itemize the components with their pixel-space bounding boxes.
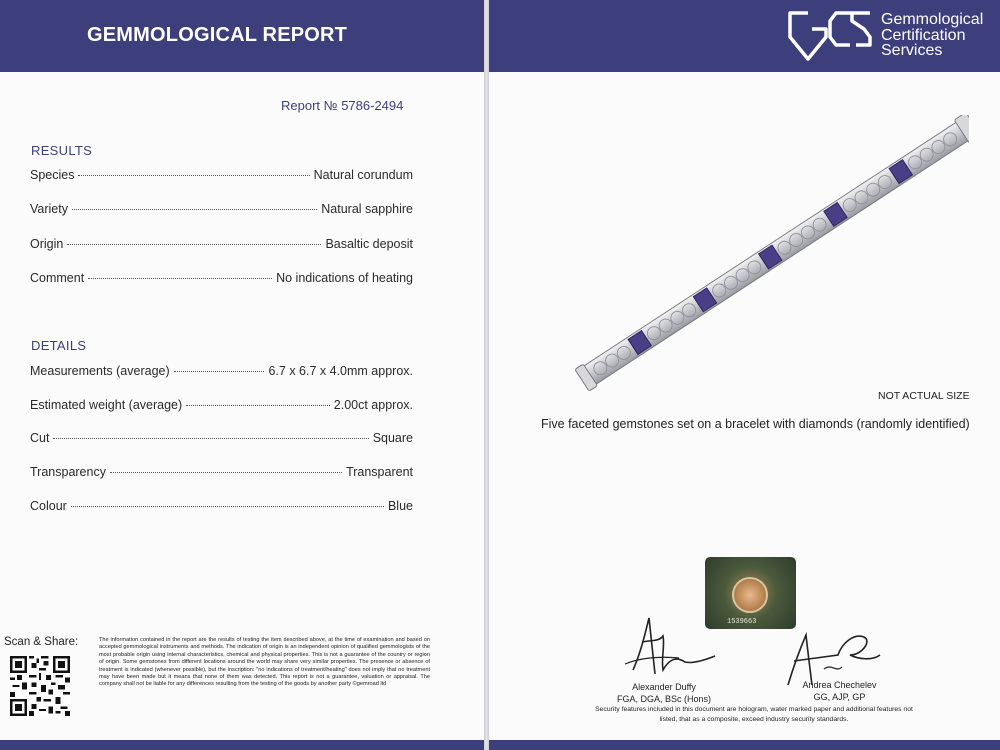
row-label: Measurements (average) [30,364,170,378]
row-value: Natural corundum [313,168,413,182]
report-title: GEMMOLOGICAL REPORT [87,24,348,46]
dot-leader [174,371,265,372]
logo-mark-text: GCS [830,63,833,64]
qr-code-icon[interactable] [10,656,70,716]
dot-leader [72,209,317,210]
row-value: Basaltic deposit [325,237,413,251]
hologram-seal-icon [732,577,768,613]
footer-band [0,740,484,750]
results-row-origin [30,237,413,251]
row-label: Colour [30,499,67,513]
signer-name: Alexander Duffy [632,682,696,692]
dot-leader [53,438,368,439]
results-row-comment [30,271,413,285]
row-label: Comment [30,271,85,285]
row-label: Species [30,168,75,182]
report-right-page [489,0,1000,750]
scan-share-label: Scan & Share: [4,636,79,648]
results-row-variety [30,202,413,216]
details-row-transparency [30,465,413,479]
gcs-logo-icon [786,7,874,65]
row-value: Transparent [346,465,413,479]
header-band [489,0,1000,72]
row-value: Natural sapphire [321,202,413,216]
row-label: Variety [30,202,68,216]
row-label: Origin [30,237,64,251]
row-value: 2.00ct approx. [333,398,413,412]
report-left-page [0,0,484,750]
footer-band [489,740,1000,750]
details-row-weight [30,398,413,412]
row-value: 6.7 x 6.7 x 4.0mm approx. [268,364,413,378]
report-number: Report № 5786-2494 [281,98,404,113]
details-heading: DETAILS [31,338,87,353]
details-row-colour [30,499,413,513]
company-name-line2: Certification [881,26,966,44]
not-actual-size-label: NOT ACTUAL SIZE [878,390,970,402]
row-value: Blue [387,499,413,513]
header-band [0,0,484,72]
dot-leader [71,506,384,507]
details-row-measurements [30,364,413,378]
dot-leader [110,472,342,473]
signer-credentials: GG, AJP, GP [813,691,866,702]
dot-leader [186,405,330,406]
security-features-note: Security features included in this document are hologram, water marked paper and additional features not listed, that as a composite, exceed industry security standards. [595,706,913,723]
signer-credentials: FGA, DGA, BSc (Hons) [616,693,712,704]
company-name [881,12,983,59]
row-value: Square [372,431,413,445]
results-heading: RESULTS [31,143,93,158]
row-label: Estimated weight (average) [30,398,183,412]
signature-duffy [619,612,719,684]
company-name-line1: Gemmological [881,11,984,28]
hologram-serial: 1539663 [727,618,757,626]
dot-leader [67,244,321,245]
signer-chechelev [782,680,897,703]
dot-leader [78,175,309,176]
details-row-cut [30,431,413,445]
row-value: No indications of heating [276,271,413,285]
bracelet-image [569,115,969,395]
results-row-species [30,168,413,182]
signer-duffy [604,682,724,705]
dot-leader [88,278,272,279]
row-label: Cut [30,431,50,445]
company-name-line3: Services [881,42,943,59]
signer-name: Andrea Chechelev [802,680,877,690]
row-label: Transparency [30,465,106,479]
item-description: Five faceted gemstones set on a bracelet with diamonds (randomly identified) [541,417,970,431]
disclaimer-text: The information contained in the report are the results of testing the item described above, at the time of examination and based on accepted gemmological instruments and methods. The indication of origin is an independent opinion of qualified gemmologists of the most probable origin using internal characteristics, chemical and physical properties. This is not a guarantee of the country or region of origin. Some gemstones from different locations around the world may share very similar properties. The presence or absence of treatment is indicated (whenever possible), but the inscription: "no indications of treatment/heating" does not imply that no treatment may have been made but it means that none of them was detected. This report is not a guarantee, valuation or appraisal. The company shall not be liable for any differences resulting from the testing of the goods by another party ©gemroad ltd [99,637,430,688]
